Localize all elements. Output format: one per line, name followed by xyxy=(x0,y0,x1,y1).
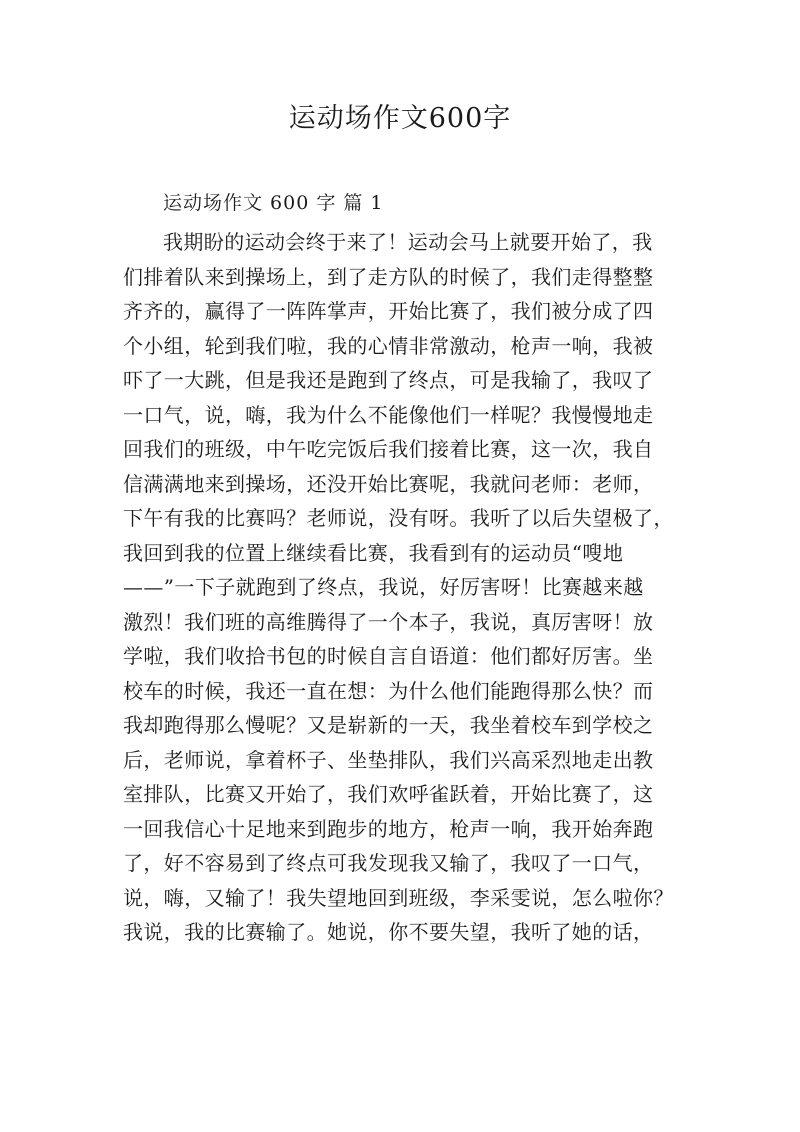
text-line: 我期盼的运动会终于来了！运动会马上就要开始了，我 xyxy=(163,230,653,254)
text-line: 说，嗨，又输了！我失望地回到班级，李采雯说，怎么啦你？ xyxy=(123,885,674,910)
body-paragraph xyxy=(123,225,683,950)
document-title: 运动场作文600字 xyxy=(288,103,512,134)
text-line: 下午有我的比赛吗？老师说，没有呀。我听了以后失望极了， xyxy=(123,506,674,530)
text-line: 齐齐的，赢得了一阵阵掌声，开始比赛了，我们被分成了四 xyxy=(123,299,654,323)
text-line: 了，好不容易到了终点可我发现我又输了，我叹了一口气， xyxy=(123,851,654,875)
text-line: 们排着队来到操场上，到了走方队的时候了，我们走得整整 xyxy=(123,264,654,289)
text-line: ——”一下子就跑到了终点，我说，好厉害呀！比赛越来越 xyxy=(123,575,644,599)
text-line: 我却跑得那么慢呢？又是崭新的一天，我坐着校车到学校之 xyxy=(123,713,654,737)
text-line: 吓了一大跳，但是我还是跑到了终点，可是我输了，我叹了 xyxy=(123,368,654,392)
text-line: 我回到我的位置上继续看比赛，我看到有的运动员“嗖地 xyxy=(123,540,624,565)
text-line: 一回我信心十足地来到跑步的地方，枪声一响，我开始奔跑 xyxy=(123,816,654,841)
text-line: 校车的时候，我还一直在想：为什么他们能跑得那么快？而 xyxy=(123,678,654,703)
text-line: 室排队，比赛又开始了，我们欢呼雀跃着，开始比赛了，这 xyxy=(123,782,654,806)
text-line: 学啦，我们收拾书包的时候自言自语道：他们都好厉害。坐 xyxy=(123,644,654,668)
text-line: 激烈！我们班的高维腾得了一个本子，我说，真厉害呀！放 xyxy=(123,609,654,634)
text-line: 一口气，说，嗨，我为什么不能像他们一样呢？我慢慢地走 xyxy=(123,402,654,427)
text-line: 个小组，轮到我们啦，我的心情非常激动，枪声一响，我被 xyxy=(123,333,654,358)
text-line: 信满满地来到操场，还没开始比赛呢，我就问老师：老师， xyxy=(123,471,654,496)
section-heading: 运动场作文 600 字 篇 1 xyxy=(163,192,384,214)
text-line: 后，老师说，拿着杯子、坐垫排队，我们兴高采烈地走出教 xyxy=(123,747,654,772)
text-line: 回我们的班级，中午吃完饭后我们接着比赛，这一次，我自 xyxy=(123,437,654,461)
text-line: 我说，我的比赛输了。她说，你不要失望，我听了她的话， xyxy=(123,920,654,944)
